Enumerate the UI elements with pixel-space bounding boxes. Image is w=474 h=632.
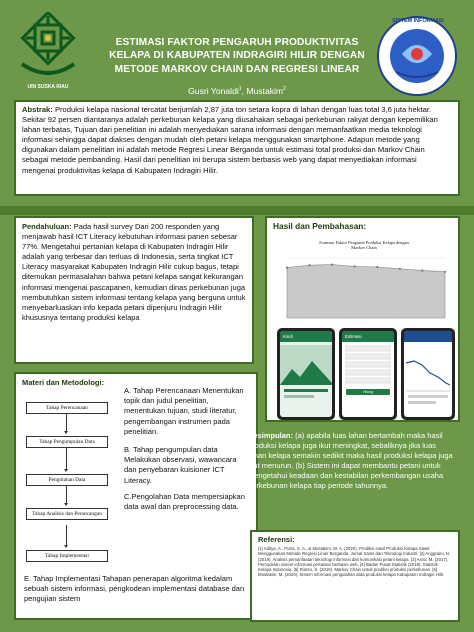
sistem-informasi-caption: SISTEM INFORMASI	[392, 18, 444, 24]
uin-logo	[12, 12, 84, 96]
divider-band	[0, 206, 474, 215]
author-1: Gusri Yonaldi	[188, 86, 239, 96]
poster-title	[92, 36, 382, 76]
flow-step-1: Tahap Perencanaan	[26, 402, 108, 414]
flow-arrow-3	[66, 485, 67, 505]
sistem-informasi-logo	[374, 14, 460, 98]
referensi-text: [1] Aditya, A., Putra, S. A., & Mustakim, M. A. (2020). Prediksi Hasil Produksi Kelapa Sawit Menggunakan Metode Regresi Linier Berganda. Jurnal Sains dan Teknologi Industri. [2] Anggraini, N. (2019). Analisis pemanfaatan teknologi informasi dan komunikasi petani kelapa. [3] Asrol, M. (2017). Pemodelan sistem informasi pertanian berbasis web. [4] Badan Pusat Statistik (2018). Statistik Kelapa Indonesia. [5] Rianto, S. (2019). Markov Chain untuk prediksi produksi perkebunan. [6] Mustakim, M. (2020). Sistem informasi pengolahan data produksi kelapa Kabupaten Indragiri Hilir.	[258, 546, 451, 578]
author-1-sup: 1	[238, 86, 242, 93]
abstract-heading: Abstrak:	[22, 105, 53, 114]
abstract-text: Produksi kelapa nasional tercatat berjumlah 2,87 juta ton setara kopra di lahan dengan luas total 3,6 juta hektar. Sekitar 92 persen diantaranya adalah perkebunan kelapa yang diusahakan sebagai perkebunan rakyat dengan kepemilikan lahan terbatas, Tujuan dari penelitian ini adalah menyediakan sarana informasi dengan memanfaatkan media teknologi informasi sehingga dapat diakses dengan mudah oleh petani kelapa menggunakan smartphone. Adapun metode yang digunakan dalam penelitian ini adalah metode Regresi Linear Berganda untuk estimasi total produksi dan Markov Chain sebagai metode pembanding. Hasil dari penelitian ini berupa sistem berbasis web yang dapat menyediakan informasi mengenai produktivitas kelapa di Kabupaten Indragiri Hilir.	[22, 105, 438, 175]
kesimpulan-heading: Kesimpulan:	[248, 431, 294, 440]
step-b: B. Tahap pengumpulan data Melakukan observasi, wawancara dan penyebaran kuisioner ICT Literacy.	[124, 445, 237, 485]
phone-2-form-icon	[342, 343, 394, 411]
uin-emblem-icon	[12, 12, 84, 82]
author-2-sup: 2	[283, 86, 286, 93]
hasil-chart	[273, 234, 455, 326]
uin-logo-caption: UIN SUSKA RIAU	[27, 84, 69, 90]
step-c: C.Pengolahan Data mempersiapkan data awal dan preprocessing data.	[124, 491, 245, 512]
pendahuluan-heading: Pendahuluan:	[22, 222, 72, 231]
chart-point	[286, 267, 288, 269]
chart-title-line-2: Markov Chain	[351, 245, 377, 251]
step-e: E. Tahap Implementasi Tahapan penerapan algoritma kedalam sebuah sistem informasi, pengkodean implementasi database dan pengujian sistem	[24, 574, 245, 604]
step-a: A. Tahap Perencanaan Menentukan topik dan judul penelitian, menentukan tujuan, studi literatur, pengembangan instrumen pada penelitian.	[124, 386, 244, 436]
pendahuluan-text: Pada hasil survey Dari 200 responden yang menjawab hasil ICT Literacy kebutuhan informasi panen sebesar 77%. Mengetahui pertanian kelapa di Kabupaten Indragiri Hilir adalah yang terbesar dan terluas di Indonesia, serta tingkat ICT Literacy masyarakat Kabupaten Indragiri Hilir cukup bagus, tetapi ditemukan permasalahan bahwa petani kelapa sangat kekurangan informasi mengenai pascapanen, kemudian dinas perkebunan juga membutuhkan sistem informasi tentang kelapa yang berguna untuk menyebarluaskan info kepada petani dipenjuru Indragiri Hilir khususnya tentang produksi kelapa	[22, 222, 246, 322]
chart-point	[444, 271, 446, 273]
materi-box	[14, 372, 258, 620]
methodology-flowchart	[22, 386, 122, 572]
abstract-box	[14, 100, 460, 196]
authors	[92, 86, 382, 96]
phone-1-landscape-icon	[280, 345, 332, 405]
app-screenshots	[273, 328, 455, 420]
kesimpulan-text: (a) apabila luas lahan bertambah maka hasil produksi kelapa juga ikut meningkat, sebaliknya jika luas lahan kelapa semakin sedikit maka hasil produksi kelapa juga ikut menurun. (b) Sistem ini dapat membantu petani untuk mengetahui keadaan dan kestabilan perkembangan usaha perkebunan kelapa tiap periode tahunnya.	[248, 431, 453, 491]
flow-step-3: Pengolahan Data	[26, 474, 108, 486]
methodology-steps	[124, 386, 250, 512]
chart-point	[376, 266, 378, 268]
referensi-box	[250, 530, 460, 622]
title-line-1: ESTIMASI FAKTOR PENGARUH PRODUKTIVITAS	[115, 37, 359, 48]
title-line-3: METODE MARKOV CHAIN DAN REGRESI LINEAR	[114, 63, 360, 75]
flow-arrow-2	[66, 447, 67, 471]
pendahuluan-box	[14, 216, 254, 364]
flow-arrow-1	[66, 413, 67, 433]
chart-area-series	[287, 265, 445, 318]
phone-1	[277, 328, 335, 420]
chart-point	[308, 264, 310, 266]
referensi-heading: Referensi:	[258, 535, 295, 544]
phone-3-chart-icon	[404, 343, 452, 413]
title-line-2: KELAPA DI KABUPATEN INDRAGIRI HILIR DENGAN	[109, 50, 365, 62]
hasil-chart-card	[273, 234, 455, 326]
chart-point	[421, 270, 423, 272]
chart-point	[399, 268, 401, 270]
chart-title-line-1: Estimasi Faktor Pengaruh Produksi Kelapa dengan	[319, 240, 409, 245]
materi-heading: Materi dan Metodologi:	[22, 378, 105, 387]
phone-2-appbar: Estimasi	[342, 331, 394, 342]
chart-point	[354, 265, 356, 267]
author-2: , Mustakim	[241, 86, 284, 96]
phone-3	[401, 328, 455, 420]
flow-arrow-4	[66, 525, 67, 547]
hasil-box	[265, 216, 460, 422]
sistem-informasi-emblem-icon	[374, 14, 460, 98]
phone-3-appbar	[404, 331, 452, 342]
phone-2	[339, 328, 397, 420]
flow-step-4: Tahap Analisis dan Perancangan	[26, 508, 108, 520]
phone-2-button: Hitung	[346, 389, 390, 395]
flow-step-5: Tahap Implementasi	[26, 550, 108, 562]
hasil-heading: Hasil dan Pembahasan:	[273, 221, 367, 231]
kesimpulan-box	[242, 428, 460, 524]
phone-1-appbar: Kindi	[280, 331, 332, 342]
chart-point	[331, 264, 333, 266]
flow-step-2: Tahap Pengumpulan Data	[26, 436, 108, 448]
